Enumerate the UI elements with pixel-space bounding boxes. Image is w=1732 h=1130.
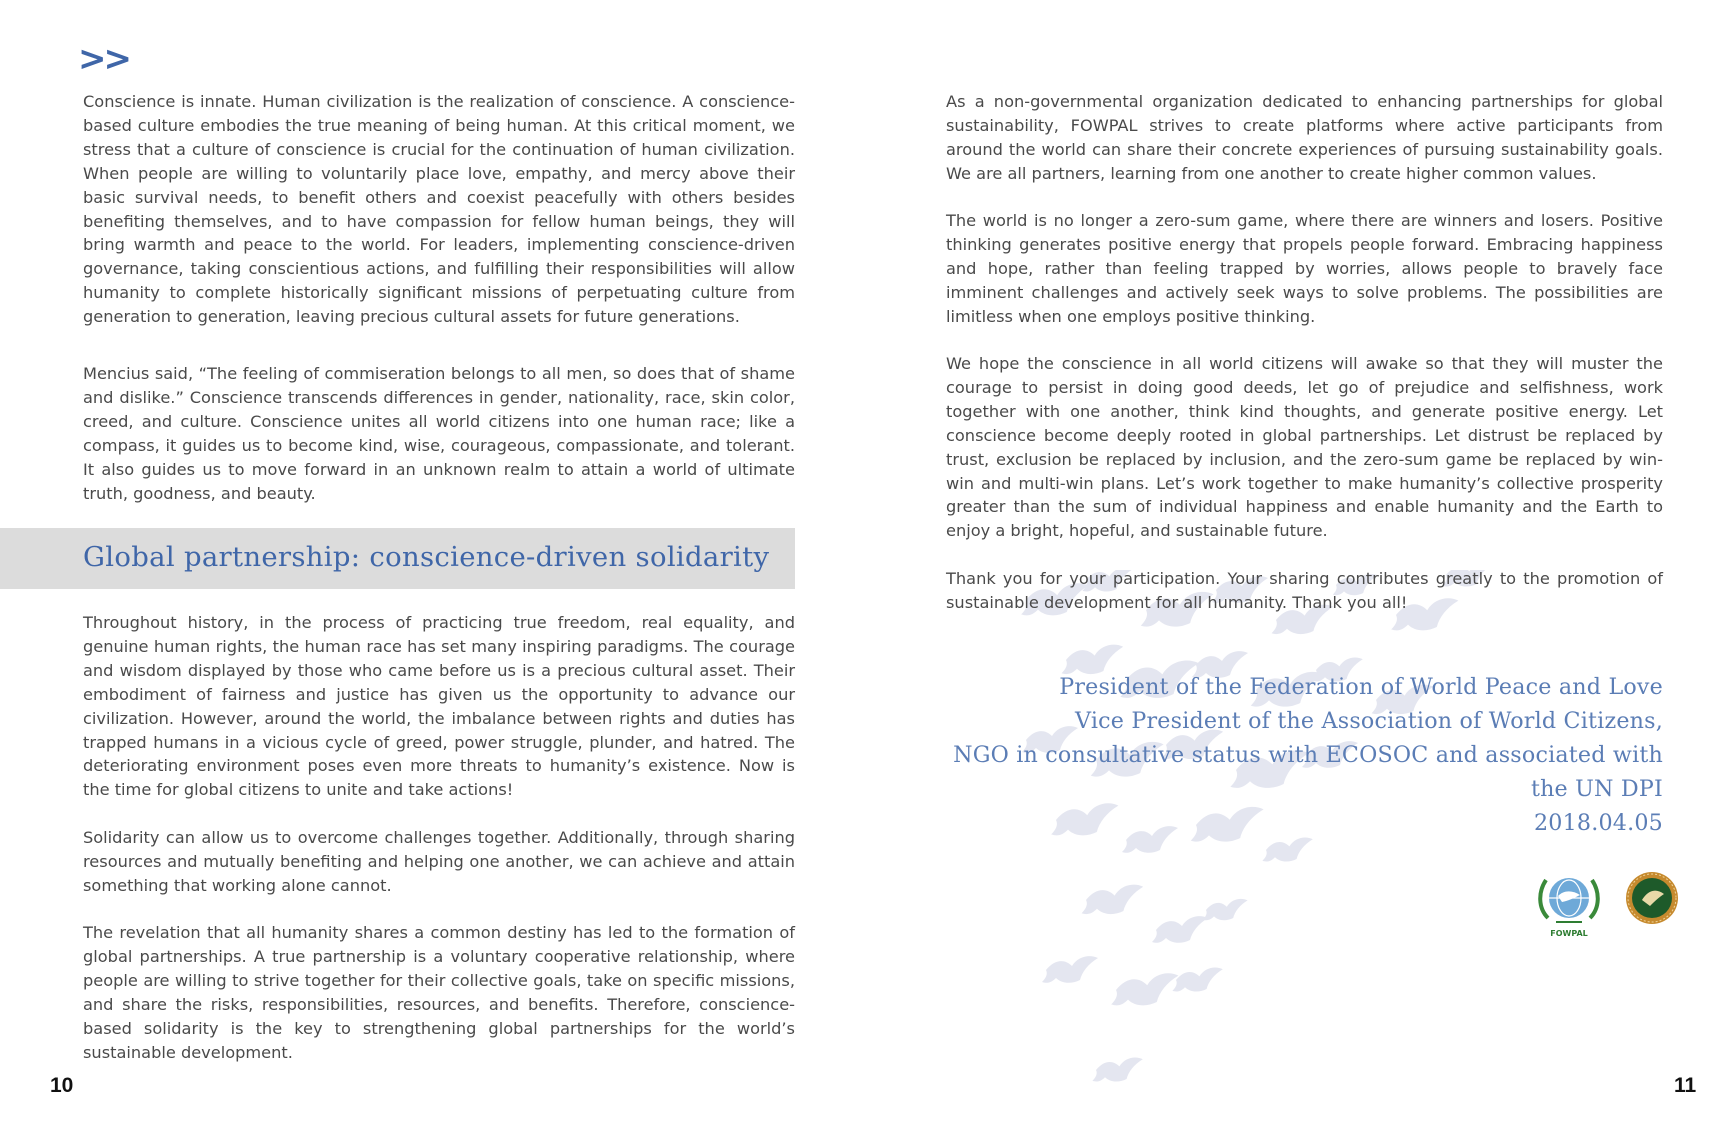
paragraph-conscience-innate: Conscience is innate. Human civilization is the realization of conscience. A conscience-based culture embodies the true meaning of being human. At this critical moment, we stress that a culture of conscience is crucial for the continuation of human civilization. When people are willing to voluntarily place love, empathy, and mercy above their basic survival needs, to benefit others and coexist peacefully with others besides benefiting themselves, and to have compassion for fellow human beings, they will bring warmth and peace to the world. For leaders, implementing conscience-driven governance, taking conscientious actions, and fulfilling their responsibilities will allow humanity to complete historically significant missions of perpetuating culture from generation to generation, leaving precious cultural assets for future generations.	[83, 92, 795, 327]
paragraph-hope-conscience: We hope the conscience in all world citizens will awake so that they will muster the courage to persist in doing good deeds, let go of prejudice and selfishness, work together with one another, think kind thoughts, and generate positive energy. Let conscience become deeply rooted in global partnerships. Let distrust be replaced by trust, exclusion be replaced by inclusion, and the zero-sum game be replaced by win-win and multi-win plans. Let’s work together to make humanity’s collective prosperity greater than the sum of individual happiness and enable humanity and the Earth to enjoy a bright, hopeful, and sustainable future.	[946, 354, 1663, 541]
page-number-right: 11	[1674, 1074, 1697, 1097]
world-citizens-seal-icon	[1624, 870, 1680, 926]
paragraph-mencius: Mencius said, “The feeling of commiseration belongs to all men, so does that of shame and dislike.” Conscience transcends differences in gender, nationality, race, skin color, creed, and culture. Conscience unites all world citizens into one human race; like a compass, it guides us to become kind, wise, courageous, compassionate, and tolerant. It also guides us to move forward in an unknown realm to attain a world of ultimate truth, goodness, and beauty.	[83, 364, 795, 503]
chevron-right-icon: >>	[78, 39, 129, 79]
signature-line-un-dpi: the UN DPI	[1530, 776, 1663, 802]
paragraph-zero-sum: The world is no longer a zero-sum game, where there are winners and losers. Positive thinking generates positive energy that propels people forward. Embracing happiness and hope, rather than feeling trapped by worries, allows people to bravely face imminent challenges and actively seek ways to solve problems. The possibilities are limitless when one employs positive thinking.	[946, 211, 1663, 326]
fowpal-logo-icon	[1534, 868, 1604, 940]
paragraph-throughout-history: Throughout history, in the process of practicing true freedom, real equality, and genuine human rights, the human race has set many inspiring paradigms. The courage and wisdom displayed by those who came before us is a precious cultural asset. Their embodiment of fairness and justice has given us the opportunity to advance our civilization. However, around the world, the imbalance between rights and duties has trapped humans in a vicious cycle of greed, power struggle, plunder, and hatred. The deteriorating environment poses even more threats to humanity’s existence. Now is the time for global citizens to unite and take actions!	[83, 613, 795, 800]
paragraph-thank-you: Thank you for your participation. Your sharing contributes greatly to the promotion of sustainable development for all humanity. Thank you all!	[946, 569, 1663, 612]
doves-background-illustration	[1006, 570, 1526, 1110]
signature-block	[946, 670, 1663, 840]
paragraph-common-destiny: The revelation that all humanity shares a common destiny has led to the formation of global partnerships. A true partnership is a voluntary cooperative relationship, where people are willing to strive together for their collective goals, take on specific missions, and share the risks, responsibilities, resources, and benefits. Therefore, conscience-based solidarity is the key to strengthening global partnerships for the world’s sustainable development.	[83, 923, 795, 1062]
signature-line-vice-president: Vice President of the Association of World Citizens,	[1075, 708, 1663, 734]
paragraph-fowpal-mission: As a non-governmental organization dedicated to enhancing partnerships for global sustainability, FOWPAL strives to create platforms where active participants from around the world can share their concrete experiences of pursuing sustainability goals. We are all partners, learning from one another to create higher common values.	[946, 92, 1663, 183]
right-page	[866, 0, 1732, 1130]
page-number-left: 10	[50, 1074, 74, 1097]
section-heading: Global partnership: conscience-driven solidarity	[83, 541, 770, 573]
signature-date: 2018.04.05	[1533, 810, 1663, 836]
paragraph-solidarity: Solidarity can allow us to overcome challenges together. Additionally, through sharing resources and mutually benefiting and helping one another, we can achieve and attain something that working alone cannot.	[83, 828, 795, 895]
signature-line-president: President of the Federation of World Peace and Love	[1059, 674, 1663, 700]
fowpal-logo-label: FOWPAL	[1550, 929, 1588, 938]
signature-line-ngo-status: NGO in consultative status with ECOSOC and associated with	[953, 742, 1663, 768]
